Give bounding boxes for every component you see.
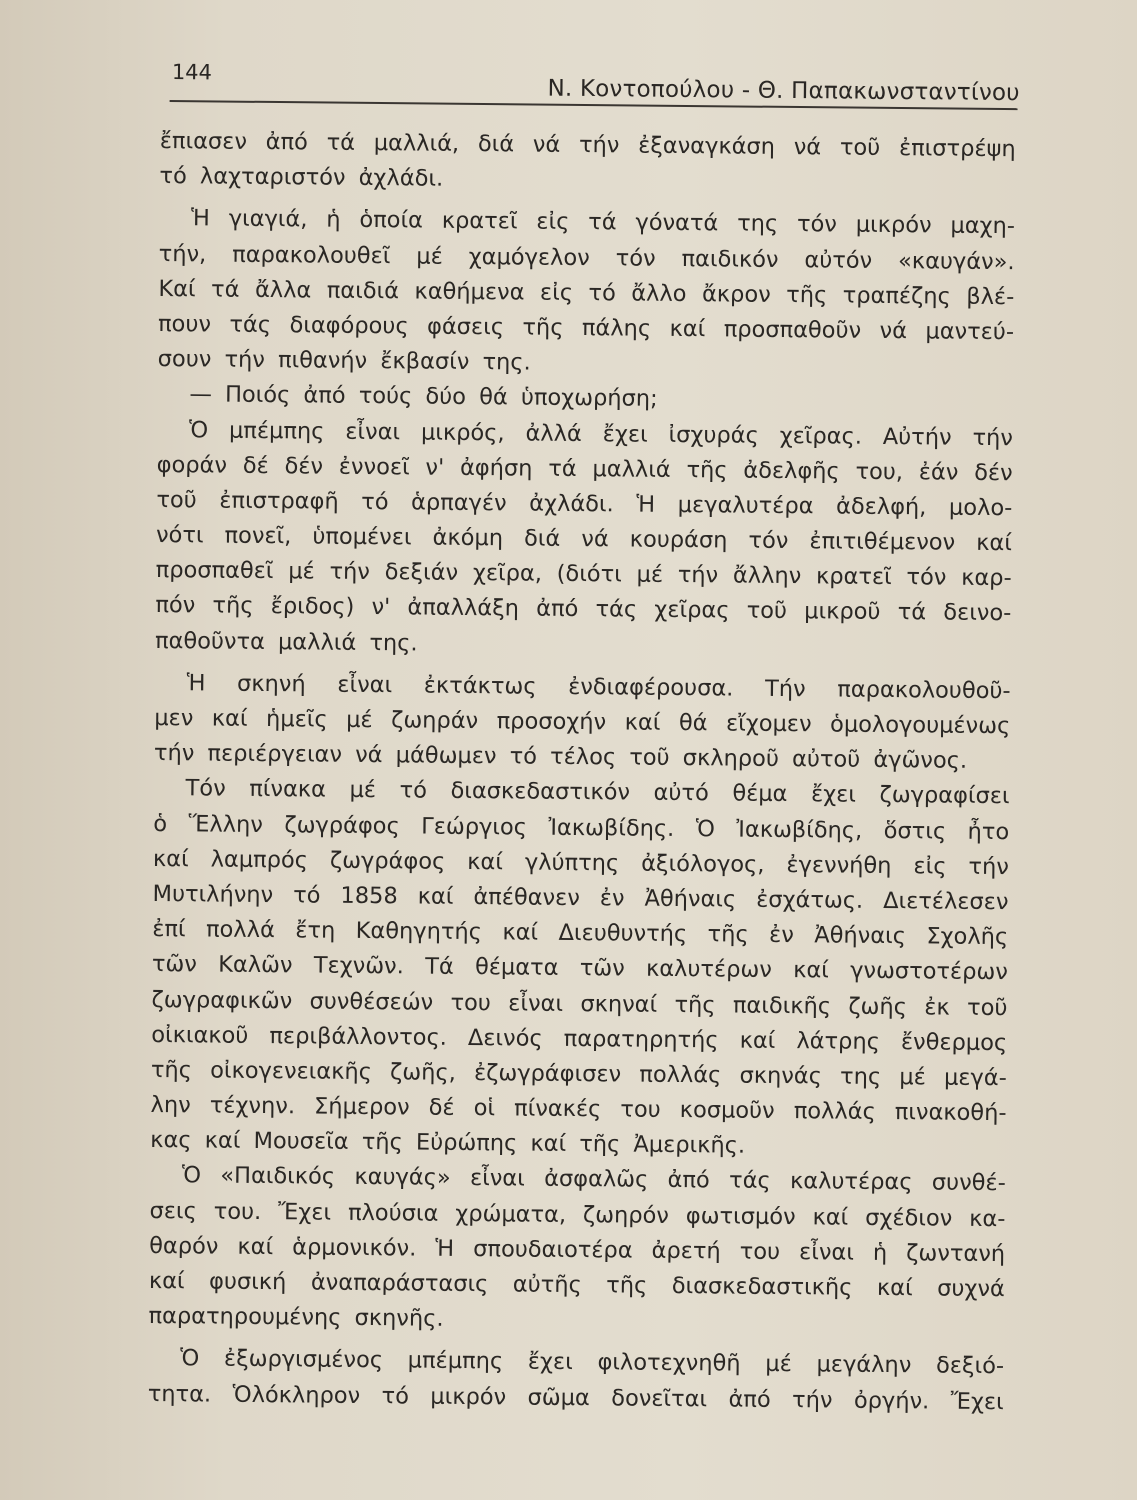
text-line: μεν καί ἡμεῖς μέ ζωηράν προσοχήν καί θά εἴχομεν ὁμολογουμένως: [154, 704, 1011, 740]
body-text: [148, 124, 1016, 1420]
text-line: — Ποιός ἀπό τούς δύο θά ὑποχωρήση;: [189, 381, 658, 413]
text-line: νότι πονεῖ, ὑπομένει ἀκόμη διά νά κουράση τόν ἐπιτιθέμενον καί: [155, 522, 1013, 557]
text-line: τήν περιέργειαν νά μάθωμεν τό τέλος τοῦ σκληροῦ αὐτοῦ ἀγῶνος.: [153, 740, 968, 774]
text-line: ἐπί πολλά ἔτη Καθηγητής καί Διευθυντής τῆς ἐν Ἀθήναις Σχολῆς: [152, 916, 1009, 951]
text-line: Ἡ σκηνή εἶναι ἐκτάκτως ἐνδιαφέρουσα. Τήν παρακολουθοῦ-: [186, 670, 1011, 705]
text-line: τό λαχταριστόν ἀχλάδι.: [159, 163, 444, 192]
text-line: τῆς οἰκογενειακῆς ζωῆς, ἐζωγράφισεν πολλάς σκηνάς της μέ μεγά-: [150, 1056, 1007, 1092]
text-line: λην τέχνην. Σήμερον δέ οἱ πίνακές του κοσμοῦν πολλάς πινακοθή-: [150, 1092, 1007, 1127]
text-line: ὁ Ἕλλην ζωγράφος Γεώργιος Ἰακωβίδης. Ὁ Ἰακωβίδης, ὅστις ἦτο: [153, 810, 1010, 845]
text-line: προσπαθεῖ μέ τήν δεξιάν χεῖρα, (διότι μέ τήν ἄλλην κρατεῖ τόν καρ-: [155, 557, 1012, 592]
text-line: τητα. Ὁλόκληρον τό μικρόν σῶμα δονεῖται ἀπό τήν ὀργήν. Ἔχει: [147, 1380, 1004, 1415]
text-line: οἰκιακοῦ περιβάλλοντος. Δεινός παρατηρητής καί λάτρης ἔνθερμος: [151, 1021, 1008, 1056]
text-line: καί λαμπρός ζωγράφος καί γλύπτης ἀξιόλογος, ἐγεννήθη εἰς τήν: [152, 845, 1009, 880]
text-line: ἔπιασεν ἀπό τά μαλλιά, διά νά τήν ἐξαναγκάση νά τοῦ ἐπιστρέψη: [159, 127, 1016, 163]
text-line: κας καί Μουσεῖα τῆς Εὐρώπης καί τῆς Ἀμερικῆς.: [150, 1127, 746, 1159]
page-number: 144: [171, 60, 213, 85]
text-line: φοράν δέ δέν ἐννοεῖ ν' ἀφήση τά μαλλιά τῆς ἀδελφῆς του, ἐάν δέν: [156, 451, 1013, 486]
text-line: Ὁ ἐξωργισμένος μπέμπης ἔχει φιλοτεχνηθῆ μέ μεγάλην δεξιό-: [180, 1345, 1005, 1380]
text-line: παρατηρουμένης σκηνῆς.: [148, 1303, 444, 1332]
text-line: Τόν πίνακα μέ τό διασκεδαστικόν αὐτό θέμα ἔχει ζωγραφίσει: [185, 775, 1010, 810]
text-line: Ὁ μπέμπης εἶναι μικρός, ἀλλά ἔχει ἰσχυράς χεῖρας. Αὐτήν τήν: [188, 416, 1014, 451]
text-line: τήν, παρακολουθεῖ μέ χαμόγελον τόν παιδικόν αὐτόν «καυγάν».: [158, 240, 1015, 275]
text-line: ζωγραφικῶν συνθέσεών του εἶναι σκηναί τῆς παιδικῆς ζωῆς ἐκ τοῦ: [151, 986, 1008, 1021]
text-line: Ἡ γιαγιά, ἡ ὁποία κρατεῖ εἰς τά γόνατά της τόν μικρόν μαχη-: [190, 205, 1016, 240]
text-line: Μυτιλήνην τό 1858 καί ἀπέθανεν ἐν Ἀθήναις ἐσχάτως. Διετέλεσεν: [152, 880, 1009, 916]
page-header: [170, 60, 1018, 110]
text-line: Ὁ «Παιδικός καυγάς» εἶναι ἀσφαλῶς ἀπό τάς καλυτέρας συνθέ-: [181, 1162, 1006, 1197]
text-line: πουν τάς διαφόρους φάσεις τῆς πάλης καί προσπαθοῦν νά μαντεύ-: [157, 310, 1015, 346]
text-line: θαρόν καί ἁρμονικόν. Ἡ σπουδαιοτέρα ἀρετή του εἶναι ἡ ζωντανή: [149, 1232, 1006, 1267]
text-line: σουν τήν πιθανήν ἔκβασίν της.: [157, 346, 531, 376]
running-head: Ν. Κοντοπούλου - Θ. Παπακωνσταντίνου: [547, 75, 1020, 107]
text-line: τῶν Καλῶν Τεχνῶν. Τά θέματα τῶν καλυτέρων καί γνωστοτέρων: [151, 951, 1008, 986]
text-line: σεις του. Ἔχει πλούσια χρώματα, ζωηρόν φωτισμόν καί σχέδιον κα-: [149, 1197, 1006, 1232]
text-line: Καί τά ἄλλα παιδιά καθήμενα εἰς τό ἄλλο ἄκρον τῆς τραπέζης βλέ-: [158, 275, 1015, 310]
text-line: παθοῦντα μαλλιά της.: [154, 627, 418, 657]
text-line: τοῦ ἐπιστραφῆ τό ἁρπαγέν ἀχλάδι. Ἡ μεγαλυτέρα ἀδελφή, μολο-: [156, 486, 1013, 522]
text-line: καί φυσική ἀναπαράστασις αὐτῆς τῆς διασκεδαστικῆς καί συχνά: [148, 1267, 1005, 1303]
text-line: πόν τῆς ἔριδος) ν' ἀπαλλάξη ἀπό τάς χεῖρας τοῦ μικροῦ τά δεινο-: [155, 592, 1012, 627]
